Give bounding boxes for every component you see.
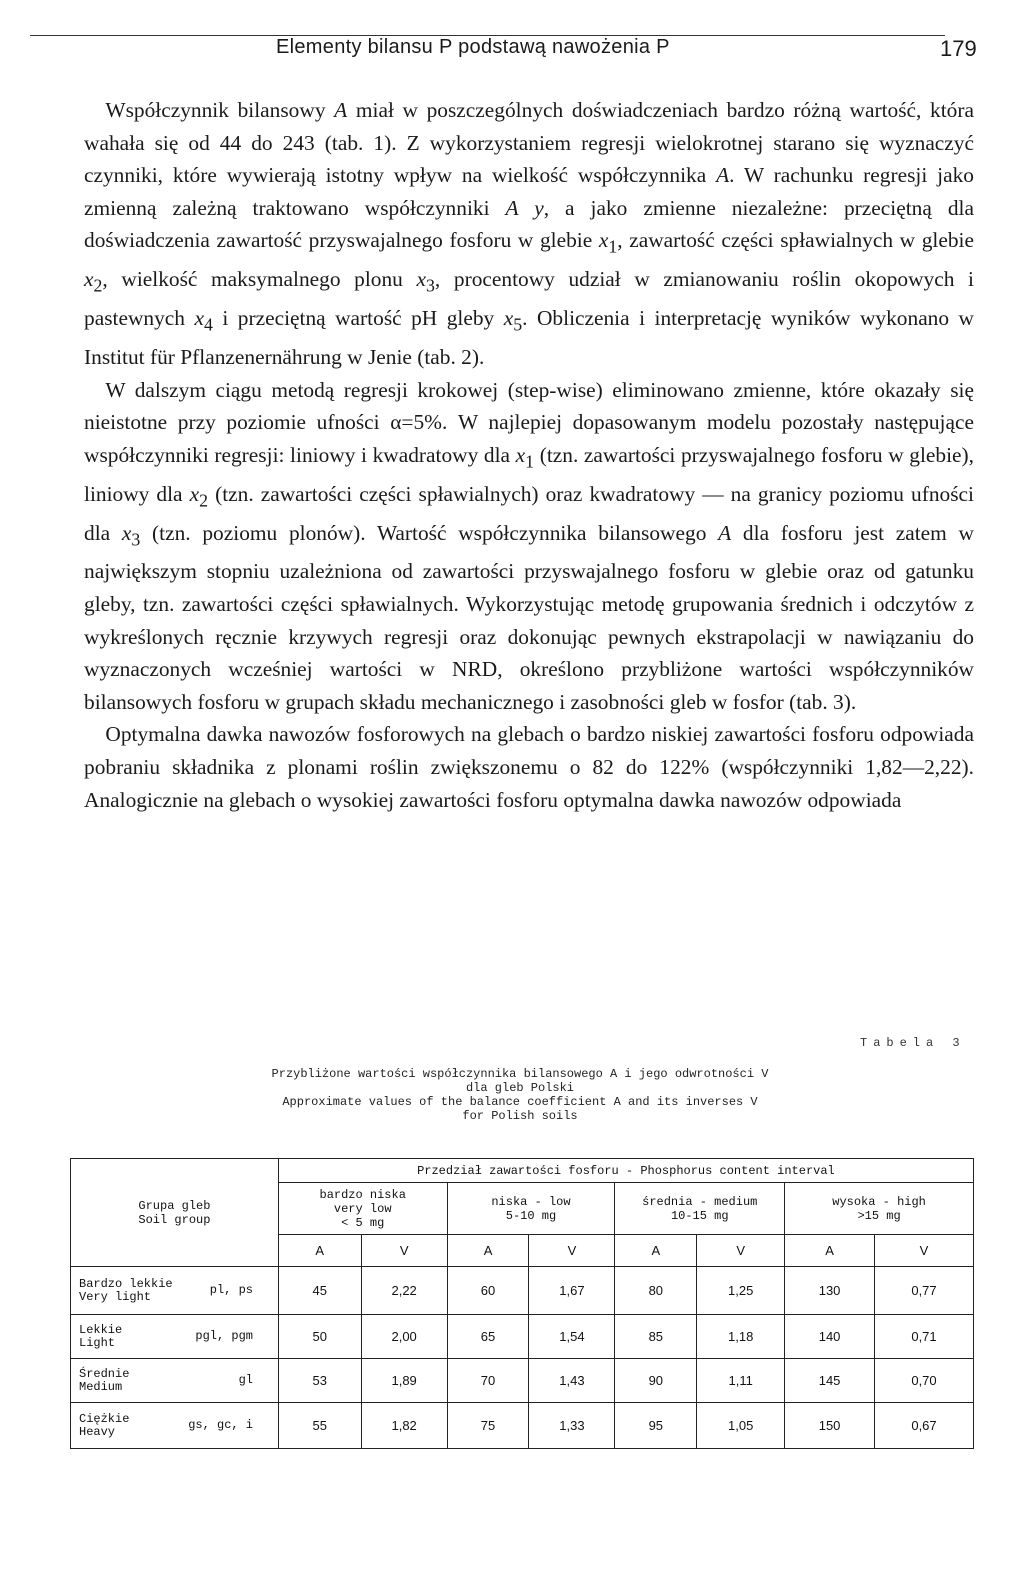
soil-group-cell: Średnie Medium gl <box>71 1359 279 1403</box>
col-header-v: V <box>529 1235 615 1267</box>
table-row <box>71 1315 974 1359</box>
value-cell: 1,33 <box>529 1403 615 1449</box>
col-header-a: A <box>447 1235 529 1267</box>
paragraph-1: Współczynnik bilansowy A miał w poszczególnych doświadczeniach bardzo różną wartość, która wahała się od 44 do 243 (tab. 1). Z wykorzystaniem regresji wielokrotnej starano się wyznaczyć czynniki, które wywierają istotny wpływ na wielkość współczynnika A. W rachunku regresji jako zmienną zależną traktowano współczynniki A y, a jako zmienne niezależne: przeciętną dla doświadczenia zawartość przyswajalnego fosforu w glebie $x_1$, zawartość części spławialnych w glebie $x_2$, wielkość maksymalnego plonu $x_3$, procentowy udział w zmianowaniu roślin okopowych i pastewnych $x_4$ i przeciętną wartość pH gleby $x_5$. Obliczenia i interpretację wyników wykonano w Institut für Pflanzenernährung w Jenie (tab. 2). <box>84 98 974 369</box>
interval-header: Przedział zawartości fosforu - Phosphorus content interval <box>278 1159 973 1183</box>
value-cell: 140 <box>785 1315 875 1359</box>
table-row <box>71 1267 974 1315</box>
col-header-a: A <box>785 1235 875 1267</box>
value-cell: 65 <box>447 1315 529 1359</box>
value-cell: 1,05 <box>697 1403 785 1449</box>
table-row <box>71 1403 974 1449</box>
value-cell: 45 <box>278 1267 361 1315</box>
value-cell: 1,82 <box>361 1403 447 1449</box>
class-header: niska - low 5-10 mg <box>447 1183 615 1235</box>
running-title: Elementy bilansu P podstawą nawożenia P <box>276 36 670 58</box>
value-cell: 95 <box>615 1403 697 1449</box>
col-header-a: A <box>278 1235 361 1267</box>
paragraph-3: Optymalna dawka nawozów fosforowych na glebach o bardzo niskiej zawartości fosforu odpowiada pobraniu składnika z plonami roślin zwiększonemu o 82 do 122% (współczynniki 1,82—2,22). Analogicznie na glebach o wysokiej zawartości fosforu optymalna dawka nawozów odpowiada <box>84 722 974 812</box>
col-header-v: V <box>697 1235 785 1267</box>
paragraph-2: W dalszym ciągu metodą regresji krokowej (step-wise) eliminowano zmienne, które okazały się nieistotne przy poziomie ufności α=5%. W najlepiej dopasowanym modelu pozostały następujące współczynniki regresji: liniowy i kwadratowy dla $x_1$ (tzn. zawartości przyswajalnego fosforu w glebie), liniowy dla $x_2$ (tzn. zawartości części spławialnych) oraz kwadratowy — na granicy poziomu ufności dla $x_3$ (tzn. poziomu plonów). Wartość współczynnika bilansowego A dla fosforu jest zatem w największym stopniu uzależniona od zawartości przyswajalnego fosforu w glebie oraz od gatunku gleby, tzn. zawartości części spławialnych. Wykorzystując metodę grupowania średnich i odczytów z wykreślonych ręcznie krzywych regresji oraz dokonując pewnych ekstrapolacji w nawiązaniu do wyznaczonych wcześniej wartości w NRD, określono przybliżone wartości współczynników bilansowych fosforu w grupach składu mechanicznego i zasobności gleb w fosfor (tab. 3). <box>84 377 974 714</box>
soil-group-cell: Ciężkie Heavy gs, gc, i <box>71 1403 279 1449</box>
value-cell: 130 <box>785 1267 875 1315</box>
col-header-a: A <box>615 1235 697 1267</box>
table-label: Tabela 3 <box>860 1036 966 1050</box>
table-row <box>71 1359 974 1403</box>
value-cell: 85 <box>615 1315 697 1359</box>
header-rule <box>30 35 945 36</box>
value-cell: 1,11 <box>697 1359 785 1403</box>
value-cell: 50 <box>278 1315 361 1359</box>
value-cell: 0,71 <box>875 1315 974 1359</box>
body-text <box>84 94 974 816</box>
value-cell: 0,77 <box>875 1267 974 1315</box>
soil-group-cell: Lekkie Light pgl, pgm <box>71 1315 279 1359</box>
value-cell: 150 <box>785 1403 875 1449</box>
class-header: wysoka - high >15 mg <box>785 1183 974 1235</box>
soil-group-cell: Bardzo lekkie Very light pl, ps <box>71 1267 279 1315</box>
caption-en-line-2: for Polish soils <box>462 1109 578 1123</box>
value-cell: 80 <box>615 1267 697 1315</box>
value-cell: 1,89 <box>361 1359 447 1403</box>
value-cell: 2,22 <box>361 1267 447 1315</box>
value-cell: 60 <box>447 1267 529 1315</box>
value-cell: 90 <box>615 1359 697 1403</box>
table-caption <box>190 1067 850 1123</box>
caption-en-line-1: Approximate values of the balance coefficient A and its inverses V <box>282 1095 758 1109</box>
value-cell: 0,70 <box>875 1359 974 1403</box>
value-cell: 70 <box>447 1359 529 1403</box>
col-header-v: V <box>361 1235 447 1267</box>
class-header: średnia - medium 10-15 mg <box>615 1183 785 1235</box>
value-cell: 55 <box>278 1403 361 1449</box>
class-header: bardzo niska very low < 5 mg <box>278 1183 447 1235</box>
value-cell: 0,67 <box>875 1403 974 1449</box>
value-cell: 1,25 <box>697 1267 785 1315</box>
page-header <box>30 28 977 68</box>
caption-pl-line-2: dla gleb Polski <box>465 1081 575 1095</box>
value-cell: 1,67 <box>529 1267 615 1315</box>
value-cell: 1,54 <box>529 1315 615 1359</box>
data-table <box>70 1158 974 1449</box>
group-header-cell: Grupa gleb Soil group <box>71 1159 279 1267</box>
value-cell: 2,00 <box>361 1315 447 1359</box>
caption-pl-line-1: Przybliżone wartości współczynnika bilansowego A i jego odwrotności V <box>271 1067 769 1081</box>
value-cell: 1,43 <box>529 1359 615 1403</box>
value-cell: 53 <box>278 1359 361 1403</box>
value-cell: 1,18 <box>697 1315 785 1359</box>
page-number: 179 <box>940 36 977 61</box>
value-cell: 145 <box>785 1359 875 1403</box>
value-cell: 75 <box>447 1403 529 1449</box>
col-header-v: V <box>875 1235 974 1267</box>
